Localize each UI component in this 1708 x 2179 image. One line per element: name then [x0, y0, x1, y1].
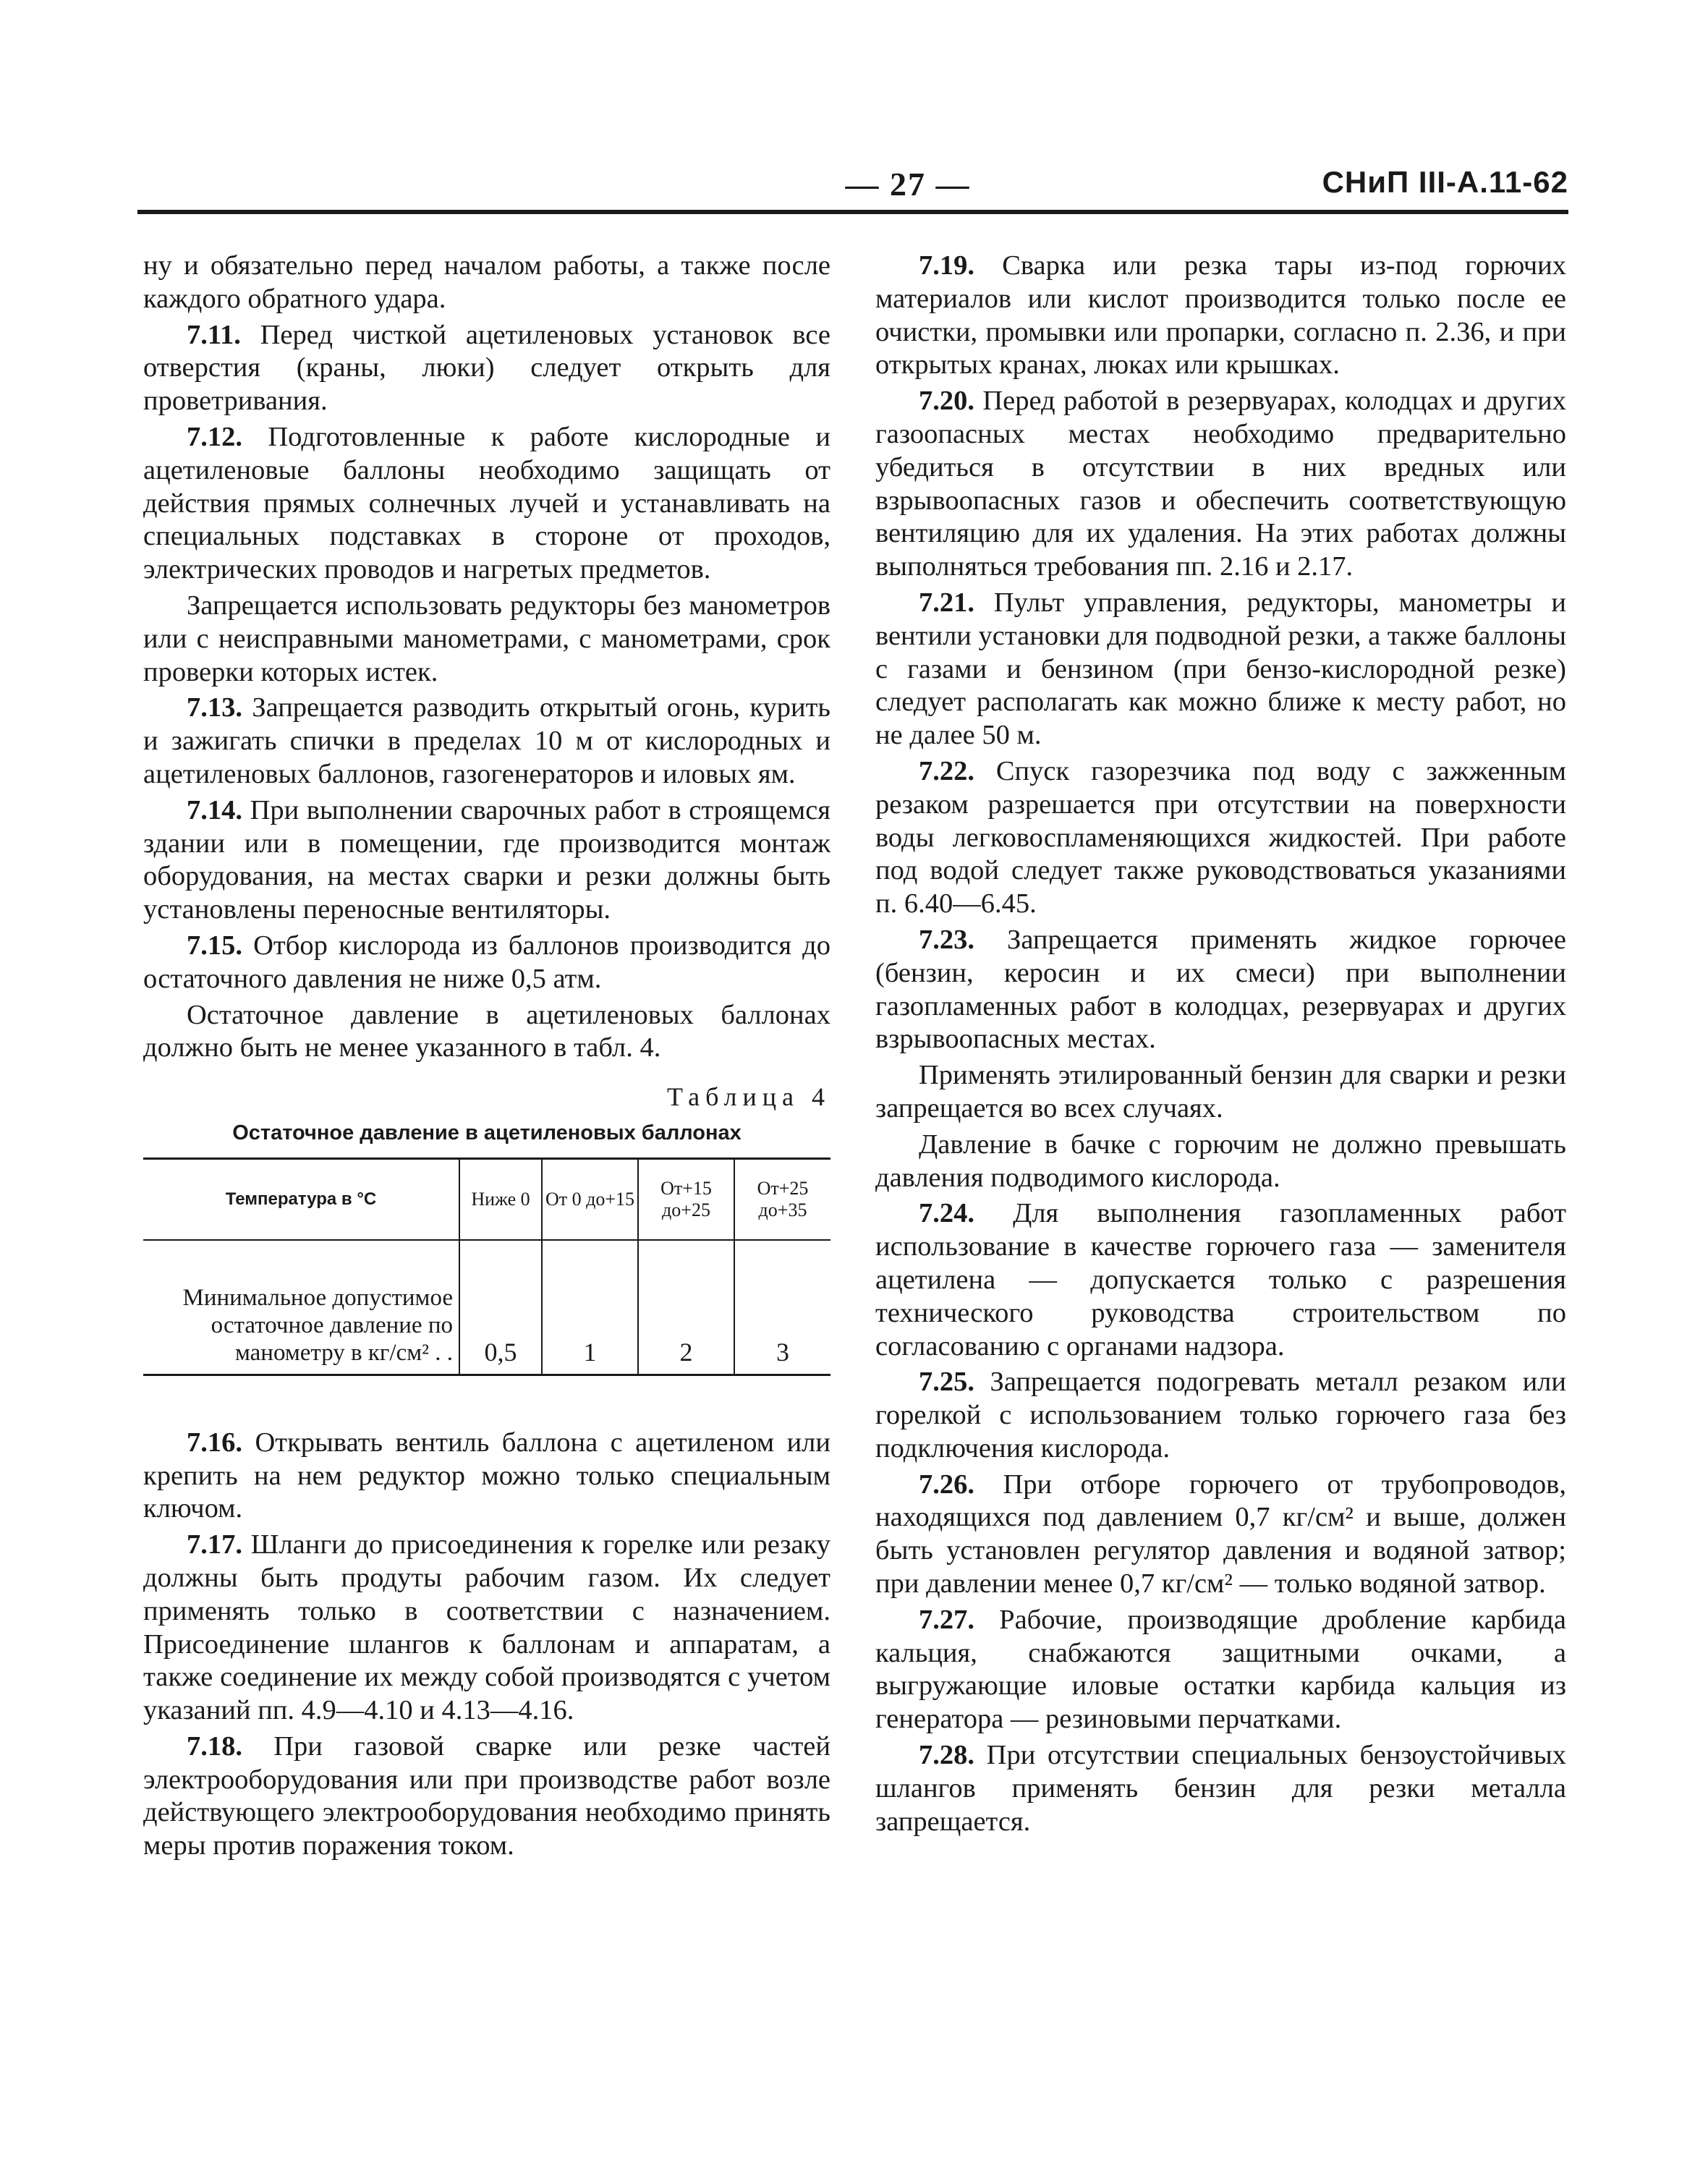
clause-number: 7.23.: [919, 924, 974, 955]
table-caption: Таблица 4: [667, 1082, 830, 1112]
clause-7-26: 7.26. При отборе горючего от трубопроводов, находящихся под давлением 0,7 кг/см² и выше, должен быть установлен регулятор давления и водяной затвор; при давлении менее 0,7 кг/см² — только водяной затвор.: [875, 1469, 1566, 1600]
table-cell: 3: [734, 1240, 830, 1375]
clause-7-28: 7.28. При отсутствии специальных бензоустойчивых шлангов применять бензин для резки металла запрещается.: [875, 1740, 1566, 1837]
clause-7-24: 7.24. Для выполнения газопламенных работ использование в качестве горючего газа — заменителя ацетилена — допускается только с разрешения технического руководства строительством по согласованию с органами надзора.: [875, 1198, 1566, 1362]
clause-number: 7.15.: [187, 930, 242, 961]
table-header-temperature: Температура в °C: [143, 1158, 459, 1240]
clause-7-20: 7.20. Перед работой в резервуарах, колодцах и других газоопасных местах необходимо предварительно убедиться в отсутствии в них вредных или взрывоопасных газов и обеспечить соответствующую вентиляцию для их удаления. На этих работах должны выполняться требования пп. 2.16 и 2.17.: [875, 386, 1566, 582]
clause-7-12-extra: Запрещается использовать редукторы без манометров или с неисправными манометрами, с манометрами, срок проверки которых истек.: [143, 590, 830, 687]
clause-number: 7.24.: [919, 1198, 974, 1229]
clause-7-21: 7.21. Пульт управления, редукторы, манометры и вентили установки для подводной резки, а также баллоны с газами и бензином (при бензо-кислородной резке) следует располагать как можно ближе к месту работ, но не далее 50 м.: [875, 587, 1566, 751]
header-rule: [137, 210, 1568, 214]
clause-7-23-extra-2: Давление в бачке с горючим не должно превышать давления подводимого кислорода.: [875, 1129, 1566, 1193]
clause-number: 7.11.: [187, 319, 241, 350]
table-row-label: Минимальное допустимое остаточное давление по манометру в кг/см² . .: [143, 1240, 459, 1375]
page-number: — 27 —: [845, 166, 971, 203]
clause-7-12: 7.12. Подготовленные к работе кислородные и ацетиленовые баллоны необходимо защищать от действия прямых солнечных лучей и устанавливать на специальных подставках в стороне от проходов, электрических проводов и нагретых предметов.: [143, 421, 830, 585]
left-column: [143, 250, 830, 1866]
clause-number: 7.25.: [919, 1367, 974, 1398]
right-column: [875, 250, 1566, 1841]
clause-number: 7.17.: [187, 1529, 242, 1560]
document-code: СНиП III-А.11-62: [1322, 165, 1568, 199]
clause-number: 7.13.: [187, 692, 242, 723]
clause-7-23: 7.23. Запрещается применять жидкое горючее (бензин, керосин и их смеси) при выполнении газопламенных работ в колодцах, резервуарах и других взрывоопасных местах.: [875, 924, 1566, 1055]
clause-number: 7.22.: [919, 755, 974, 786]
clause-number: 7.14.: [187, 794, 242, 825]
clause-7-22: 7.22. Спуск газорезчика под воду с зажженным резаком разрешается при отсутствии на поверхности воды легковоспламеняющихся жидкостей. При работе под водой следует также руководствоваться указаниями п. 6.40—6.45.: [875, 755, 1566, 919]
clause-number: 7.20.: [919, 386, 974, 417]
residual-pressure-table: [143, 1158, 830, 1376]
table-cell: 0,5: [459, 1240, 542, 1375]
clause-number: 7.27.: [919, 1604, 974, 1635]
table-header-15-25: От+15 до+25: [638, 1158, 734, 1240]
clause-7-15-extra: Остаточное давление в ацетиленовых баллонах должно быть не менее указанного в табл. 4.: [143, 999, 830, 1063]
table-row: [143, 1240, 830, 1375]
clause-7-25: 7.25. Запрещается подогревать металл резаком или горелкой с использованием только горючего газа без подключения кислорода.: [875, 1367, 1566, 1464]
table-cell: 1: [542, 1240, 638, 1375]
clause-number: 7.12.: [187, 421, 242, 452]
clause-number: 7.18.: [187, 1730, 242, 1762]
clause-7-13: 7.13. Запрещается разводить открытый огонь, курить и зажигать спички в пределах 10 м от кислородных и ацетиленовых баллонов, газогенераторов и иловых ям.: [143, 692, 830, 789]
table-header-0-15: От 0 до+15: [542, 1158, 638, 1240]
page-header: [137, 165, 1568, 216]
clause-7-19: 7.19. Сварка или резка тары из-под горючих материалов или кислот производится только после ее очистки, промывки или пропарки, согласно п. 2.36, и при открытых кранах, люках или крышках.: [875, 250, 1566, 381]
clause-number: 7.21.: [919, 587, 974, 618]
clause-number: 7.16.: [187, 1427, 242, 1458]
table-header-25-35: От+25 до+35: [734, 1158, 830, 1240]
clause-7-18: 7.18. При газовой сварке или резке частей электрооборудования или при производстве работ возле действующего электрооборудования необходимо принять меры против поражения током.: [143, 1730, 830, 1861]
table-title: Остаточное давление в ацетиленовых баллонах: [232, 1121, 742, 1144]
clause-7-23-extra-1: Применять этилированный бензин для сварки и резки запрещается во всех случаях.: [875, 1060, 1566, 1124]
clause-number: 7.26.: [919, 1469, 974, 1500]
clause-7-27: 7.27. Рабочие, производящие дробление карбида кальция, снабжаются защитными очками, а выгружающие иловые остатки карбида кальция из генератора — резиновыми перчатками.: [875, 1604, 1566, 1735]
clause-7-14: 7.14. При выполнении сварочных работ в строящемся здании или в помещении, где производится монтаж оборудования, на местах сварки и резки должны быть установлены переносные вентиляторы.: [143, 794, 830, 925]
clause-7-17: 7.17. Шланги до присоединения к горелке или резаку должны быть продуты рабочим газом. Их следует применять только в соответствии с назначением. Присоединение шлангов к баллонам и аппаратам, а также соединение их между собой производятся с учетом указаний пп. 4.9—4.10 и 4.13—4.16.: [143, 1529, 830, 1726]
clause-7-11: 7.11. Перед чисткой ацетиленовых установок все отверстия (краны, люки) следует открыть для проветривания.: [143, 319, 830, 417]
clause-7-15: 7.15. Отбор кислорода из баллонов производится до остаточного давления не ниже 0,5 атм.: [143, 930, 830, 994]
clause-7-16: 7.16. Открывать вентиль баллона с ацетиленом или крепить на нем редуктор можно только специальным ключом.: [143, 1427, 830, 1524]
clause-number: 7.19.: [919, 250, 974, 281]
clause-number: 7.28.: [919, 1740, 974, 1771]
table-header-below-0: Ниже 0: [459, 1158, 542, 1240]
table-cell: 2: [638, 1240, 734, 1375]
paragraph-intro: ну и обязательно перед началом работы, а также после каждого обратного удара.: [143, 250, 830, 314]
